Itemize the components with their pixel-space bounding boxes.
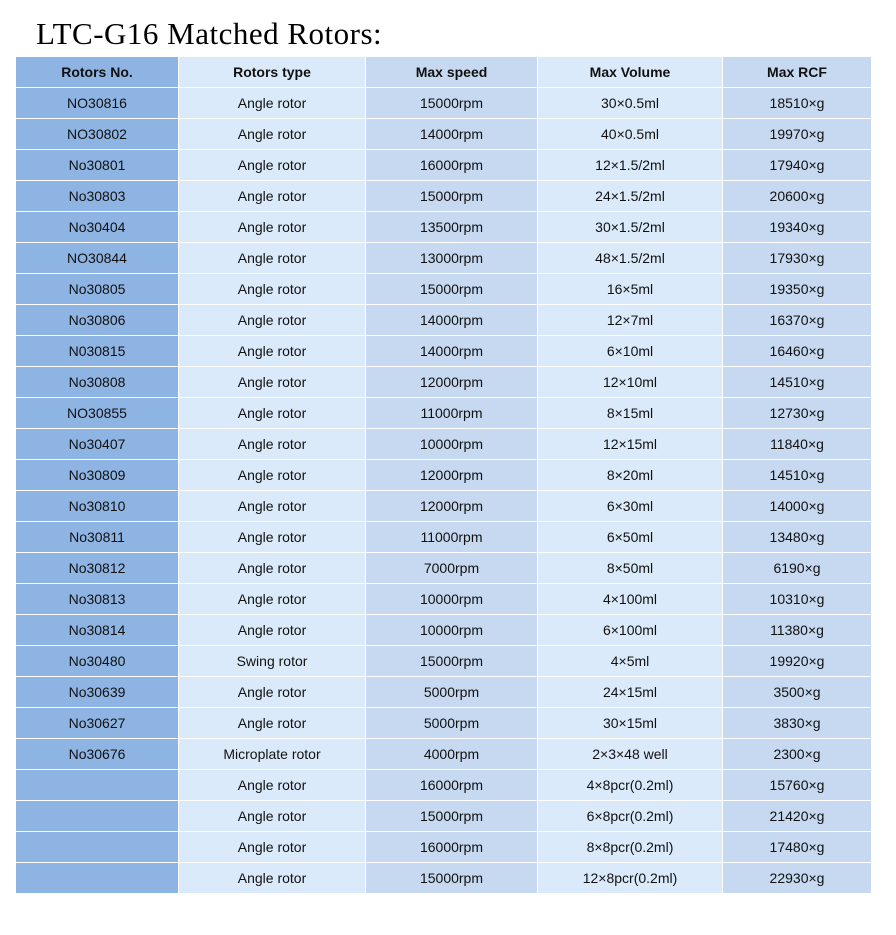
max-speed-cell: 12000rpm (366, 491, 538, 522)
max-volume-cell: 48×1.5/2ml (538, 243, 723, 274)
page-title: LTC-G16 Matched Rotors: (36, 16, 383, 51)
header-rotors-type: Rotors type (179, 57, 366, 88)
header-max-volume: Max Volume (538, 57, 723, 88)
rotor-no-cell: No30812 (16, 553, 179, 584)
max-speed-cell: 13000rpm (366, 243, 538, 274)
rotor-type-cell: Angle rotor (179, 243, 366, 274)
rotor-no-cell (16, 863, 179, 894)
max-speed-cell: 16000rpm (366, 770, 538, 801)
rotor-no-cell: NO30816 (16, 88, 179, 119)
max-volume-cell: 40×0.5ml (538, 119, 723, 150)
rotor-no-cell (16, 801, 179, 832)
rotors-table (15, 56, 872, 894)
rotor-no-cell: No30809 (16, 460, 179, 491)
max-speed-cell: 11000rpm (366, 398, 538, 429)
table-row (16, 150, 872, 181)
max-speed-cell: 16000rpm (366, 150, 538, 181)
max-volume-cell: 24×15ml (538, 677, 723, 708)
max-speed-cell: 15000rpm (366, 801, 538, 832)
max-rcf-cell: 3500×g (723, 677, 872, 708)
max-volume-cell: 24×1.5/2ml (538, 181, 723, 212)
table-body (16, 88, 872, 894)
max-rcf-cell: 14510×g (723, 460, 872, 491)
max-volume-cell: 8×50ml (538, 553, 723, 584)
rotor-type-cell: Angle rotor (179, 491, 366, 522)
max-speed-cell: 15000rpm (366, 181, 538, 212)
max-speed-cell: 4000rpm (366, 739, 538, 770)
rotor-type-cell: Angle rotor (179, 863, 366, 894)
table-header-row (16, 57, 872, 88)
header-max-speed: Max speed (366, 57, 538, 88)
table-row (16, 398, 872, 429)
max-speed-cell: 14000rpm (366, 119, 538, 150)
max-volume-cell: 30×1.5/2ml (538, 212, 723, 243)
rotor-type-cell: Angle rotor (179, 212, 366, 243)
max-speed-cell: 15000rpm (366, 646, 538, 677)
max-rcf-cell: 6190×g (723, 553, 872, 584)
max-volume-cell: 12×7ml (538, 305, 723, 336)
max-rcf-cell: 11840×g (723, 429, 872, 460)
rotor-no-cell: No30639 (16, 677, 179, 708)
rotor-no-cell: No30801 (16, 150, 179, 181)
table-row (16, 522, 872, 553)
rotor-type-cell: Angle rotor (179, 119, 366, 150)
rotor-no-cell: NO30855 (16, 398, 179, 429)
rotor-no-cell: No30480 (16, 646, 179, 677)
max-speed-cell: 14000rpm (366, 336, 538, 367)
max-speed-cell: 15000rpm (366, 274, 538, 305)
max-volume-cell: 8×15ml (538, 398, 723, 429)
max-speed-cell: 15000rpm (366, 88, 538, 119)
rotor-no-cell (16, 770, 179, 801)
max-rcf-cell: 12730×g (723, 398, 872, 429)
rotor-type-cell: Angle rotor (179, 460, 366, 491)
max-rcf-cell: 16460×g (723, 336, 872, 367)
rotor-type-cell: Angle rotor (179, 88, 366, 119)
header-rotors-no: Rotors No. (16, 57, 179, 88)
max-rcf-cell: 18510×g (723, 88, 872, 119)
rotor-no-cell (16, 832, 179, 863)
rotor-type-cell: Swing rotor (179, 646, 366, 677)
max-rcf-cell: 2300×g (723, 739, 872, 770)
max-rcf-cell: 11380×g (723, 615, 872, 646)
rotor-no-cell: No30813 (16, 584, 179, 615)
max-rcf-cell: 14510×g (723, 367, 872, 398)
rotor-type-cell: Angle rotor (179, 832, 366, 863)
table-row (16, 243, 872, 274)
rotor-no-cell: No30627 (16, 708, 179, 739)
max-rcf-cell: 19340×g (723, 212, 872, 243)
rotor-type-cell: Angle rotor (179, 615, 366, 646)
max-rcf-cell: 20600×g (723, 181, 872, 212)
max-rcf-cell: 21420×g (723, 801, 872, 832)
max-speed-cell: 10000rpm (366, 615, 538, 646)
table-row (16, 615, 872, 646)
table-row (16, 739, 872, 770)
table-row (16, 708, 872, 739)
rotor-type-cell: Angle rotor (179, 305, 366, 336)
rotor-no-cell: No30814 (16, 615, 179, 646)
max-rcf-cell: 19970×g (723, 119, 872, 150)
rotor-type-cell: Angle rotor (179, 553, 366, 584)
rotor-type-cell: Angle rotor (179, 274, 366, 305)
table-row (16, 119, 872, 150)
max-speed-cell: 14000rpm (366, 305, 538, 336)
table-row (16, 305, 872, 336)
table-row (16, 863, 872, 894)
table-row (16, 274, 872, 305)
table-row (16, 429, 872, 460)
max-rcf-cell: 15760×g (723, 770, 872, 801)
max-speed-cell: 10000rpm (366, 584, 538, 615)
rotor-type-cell: Angle rotor (179, 398, 366, 429)
table-row (16, 181, 872, 212)
max-rcf-cell: 17480×g (723, 832, 872, 863)
rotor-type-cell: Angle rotor (179, 770, 366, 801)
table-row (16, 584, 872, 615)
max-speed-cell: 13500rpm (366, 212, 538, 243)
max-rcf-cell: 13480×g (723, 522, 872, 553)
max-volume-cell: 6×30ml (538, 491, 723, 522)
max-volume-cell: 8×8pcr(0.2ml) (538, 832, 723, 863)
table-row (16, 460, 872, 491)
max-rcf-cell: 22930×g (723, 863, 872, 894)
max-volume-cell: 6×8pcr(0.2ml) (538, 801, 723, 832)
rotor-no-cell: No30805 (16, 274, 179, 305)
max-rcf-cell: 19920×g (723, 646, 872, 677)
table-row (16, 491, 872, 522)
max-volume-cell: 2×3×48 well (538, 739, 723, 770)
max-volume-cell: 12×10ml (538, 367, 723, 398)
rotor-no-cell: NO30802 (16, 119, 179, 150)
max-volume-cell: 30×0.5ml (538, 88, 723, 119)
rotor-type-cell: Angle rotor (179, 367, 366, 398)
rotor-no-cell: No30811 (16, 522, 179, 553)
max-speed-cell: 7000rpm (366, 553, 538, 584)
rotor-no-cell: No30676 (16, 739, 179, 770)
max-volume-cell: 4×8pcr(0.2ml) (538, 770, 723, 801)
max-volume-cell: 12×8pcr(0.2ml) (538, 863, 723, 894)
max-rcf-cell: 3830×g (723, 708, 872, 739)
max-volume-cell: 6×50ml (538, 522, 723, 553)
max-speed-cell: 10000rpm (366, 429, 538, 460)
rotor-no-cell: No30810 (16, 491, 179, 522)
max-volume-cell: 6×10ml (538, 336, 723, 367)
table-row (16, 367, 872, 398)
rotor-type-cell: Angle rotor (179, 429, 366, 460)
max-volume-cell: 16×5ml (538, 274, 723, 305)
rotor-type-cell: Angle rotor (179, 584, 366, 615)
rotor-no-cell: NO30844 (16, 243, 179, 274)
table-row (16, 646, 872, 677)
rotor-type-cell: Microplate rotor (179, 739, 366, 770)
table-row (16, 832, 872, 863)
max-rcf-cell: 17930×g (723, 243, 872, 274)
max-volume-cell: 12×15ml (538, 429, 723, 460)
rotor-no-cell: No30808 (16, 367, 179, 398)
max-rcf-cell: 16370×g (723, 305, 872, 336)
table-row (16, 801, 872, 832)
rotor-no-cell: No30404 (16, 212, 179, 243)
rotor-type-cell: Angle rotor (179, 336, 366, 367)
rotor-type-cell: Angle rotor (179, 677, 366, 708)
max-volume-cell: 8×20ml (538, 460, 723, 491)
max-speed-cell: 11000rpm (366, 522, 538, 553)
rotor-no-cell: No30806 (16, 305, 179, 336)
rotor-type-cell: Angle rotor (179, 708, 366, 739)
max-volume-cell: 30×15ml (538, 708, 723, 739)
max-rcf-cell: 14000×g (723, 491, 872, 522)
max-speed-cell: 5000rpm (366, 677, 538, 708)
rotor-type-cell: Angle rotor (179, 181, 366, 212)
table-row (16, 336, 872, 367)
max-speed-cell: 15000rpm (366, 863, 538, 894)
max-volume-cell: 6×100ml (538, 615, 723, 646)
max-volume-cell: 4×100ml (538, 584, 723, 615)
max-volume-cell: 4×5ml (538, 646, 723, 677)
max-rcf-cell: 17940×g (723, 150, 872, 181)
rotor-no-cell: N030815 (16, 336, 179, 367)
max-speed-cell: 12000rpm (366, 367, 538, 398)
max-volume-cell: 12×1.5/2ml (538, 150, 723, 181)
rotor-no-cell: No30407 (16, 429, 179, 460)
max-speed-cell: 12000rpm (366, 460, 538, 491)
rotor-type-cell: Angle rotor (179, 801, 366, 832)
max-speed-cell: 5000rpm (366, 708, 538, 739)
max-rcf-cell: 19350×g (723, 274, 872, 305)
table-row (16, 88, 872, 119)
max-speed-cell: 16000rpm (366, 832, 538, 863)
rotor-type-cell: Angle rotor (179, 522, 366, 553)
rotor-no-cell: No30803 (16, 181, 179, 212)
max-rcf-cell: 10310×g (723, 584, 872, 615)
table-row (16, 677, 872, 708)
header-max-rcf: Max RCF (723, 57, 872, 88)
rotor-type-cell: Angle rotor (179, 150, 366, 181)
table-row (16, 553, 872, 584)
table-row (16, 770, 872, 801)
table-row (16, 212, 872, 243)
